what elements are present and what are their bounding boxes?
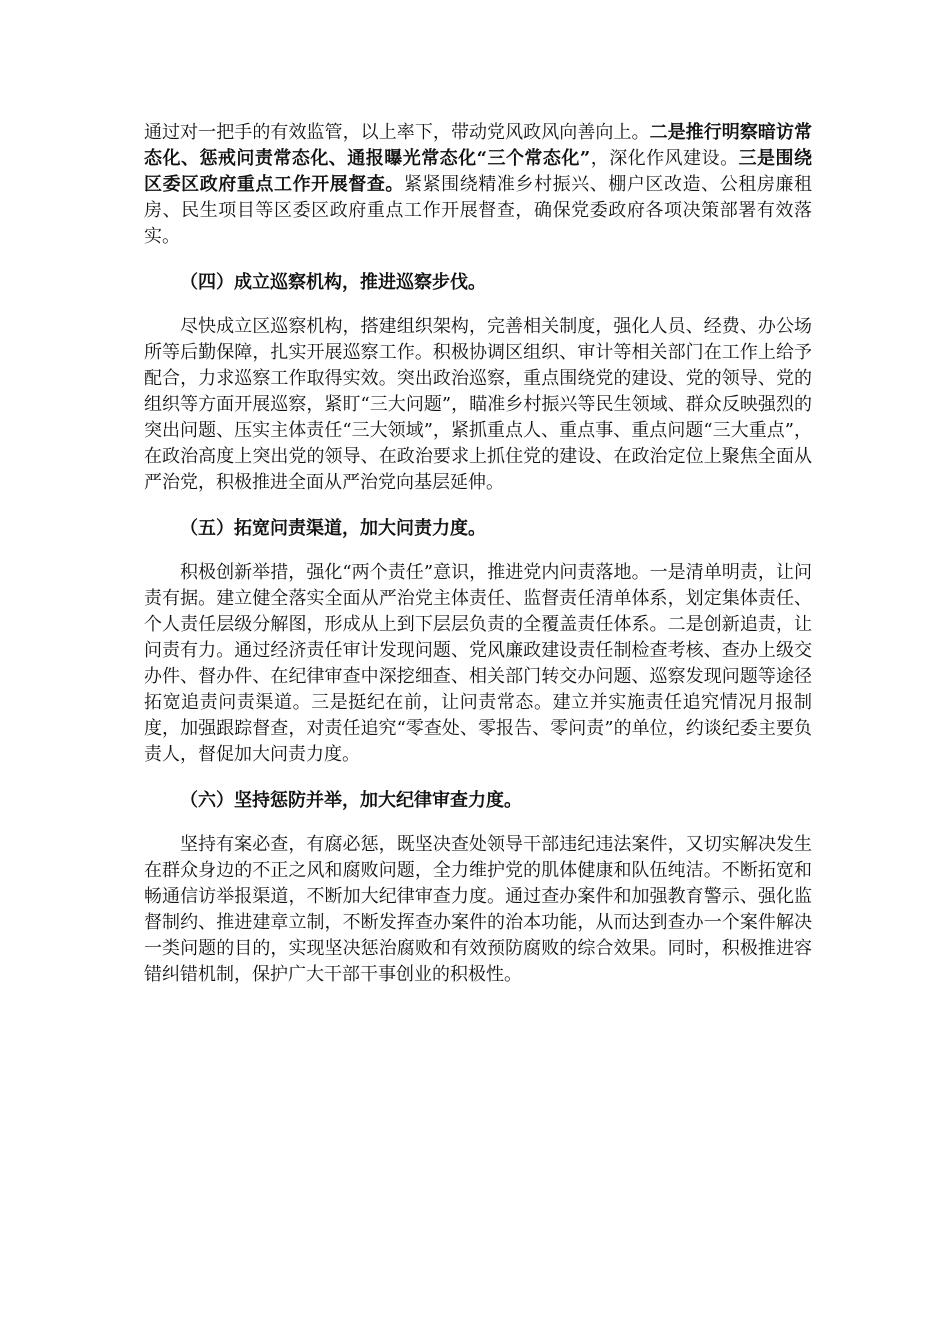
section-heading-6: （六）坚持惩防并举，加大纪律审查力度。 — [180, 790, 522, 811]
section-heading-5: （五）拓宽问责渠道，加大问责力度。 — [180, 518, 486, 539]
paragraph-text: 通过对一把手的有效监管，以上率下，带动党风政风向善向上。 — [144, 122, 650, 143]
section-heading-4: （四）成立巡察机构，推进巡察步伐。 — [180, 272, 486, 293]
section-paragraph-5: 积极创新举措，强化“两个责任”意识，推进党内问责落地。一是清单明责，让问责有据。建立健全落实全面从严治党主体责任、监督责任清单体系，划定集体责任、个人责任层级分解图，形成从上到下层层负责的全覆盖责任体系。二是创新追责，让问责有力。通过经济责任审计发现问题、党风廉政建设责任制检查考核、查办上级交办件、督办件、在纪律审查中深挖细查、相关部门转交办问题、巡察发现问题等途径拓宽追责问责渠道。三是挺纪在前，让问责常态。建立并实施责任追究情况月报制度，加强跟踪督查，对责任追究“零查处、零报告、零问责”的单位，约谈纪委主要负责人，督促加大问责力度。 — [144, 562, 812, 765]
document-page — [144, 120, 812, 1008]
section-paragraph-6: 坚持有案必查，有腐必惩，既坚决查处领导干部违纪违法案件，又切实解决发生在群众身边的不正之风和腐败问题，全力维护党的肌体健康和队伍纯洁。不断拓宽和畅通信访举报渠道，不断加大纪律审查力度。通过查办案件和加强教育警示、强化监督制约、推进建章立制，不断发挥查办案件的治本功能，从而达到查办一个案件解决一类问题的目的，实现坚决惩治腐败和有效预防腐败的综合效果。同时，积极推进容错纠错机制，保护广大干部干事创业的积极性。 — [144, 834, 812, 985]
bold-point-three: 三是围绕区委区政府重点工作开展督查。 — [144, 148, 813, 195]
paragraph-text: ，深化作风建设。 — [590, 148, 739, 169]
paragraph-text: 紧紧围绕精准乡村振兴、棚户区改造、公租房廉租房、民生项目等区委区政府重点工作开展督查，确保党委政府各项决策部署有效落实。 — [144, 174, 812, 247]
section-paragraph-4: 尽快成立区巡察机构，搭建组织架构，完善相关制度，强化人员、经费、办公场所等后勤保障，扎实开展巡察工作。积极协调区组织、审计等相关部门在工作上给予配合，力求巡察工作取得实效。突出政治巡察，重点围绕党的建设、党的领导、党的组织等方面开展巡察，紧盯“三大问题”，瞄准乡村振兴等民生领域、群众反映强烈的突出问题、压实主体责任“三大领域”，紧抓重点人、重点事、重点问题“三大重点”，在政治高度上突出党的领导、在政治要求上抓住党的建设、在政治定位上聚焦全面从严治党，积极推进全面从严治党向基层延伸。 — [144, 316, 812, 493]
bold-point-two: 二是推行明察暗访常态化、惩戒问责常态化、通报曝光常态化“三个常态化” — [144, 122, 813, 169]
paragraph-continued — [144, 120, 812, 250]
